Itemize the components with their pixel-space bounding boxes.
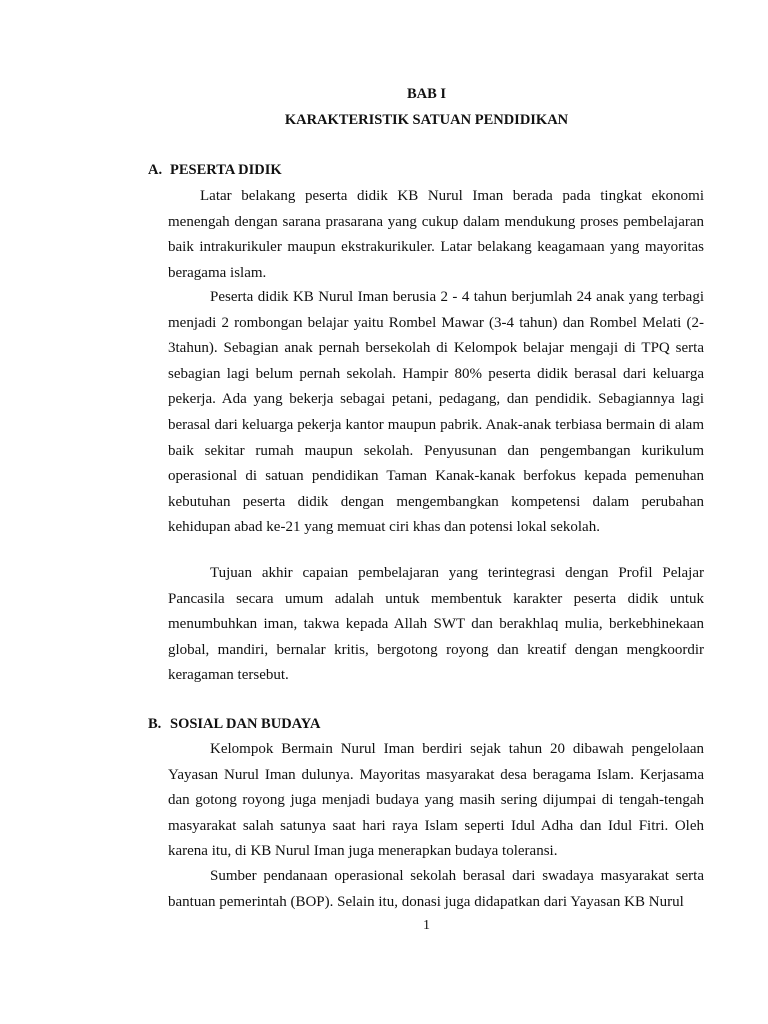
section-title: PESERTA DIDIK: [170, 162, 282, 178]
chapter-number: BAB I: [406, 86, 447, 102]
section-heading-peserta-didik: [148, 162, 282, 179]
section-letter: A.: [148, 162, 163, 178]
paragraph: Latar belakang peserta didik KB Nurul Iman berada pada tingkat ekonomi menengah dengan sarana prasarana yang cukup dalam mendukung proses pembelajaran baik intrakurikuler maupun ekstrakurikuler. Latar belakang keagamaan yang mayoritas beragama islam.: [168, 188, 704, 281]
page-number: 1: [423, 918, 430, 933]
chapter-title: KARAKTERISTIK SATUAN PENDIDIKAN: [284, 112, 569, 128]
paragraph: Peserta didik KB Nurul Iman berusia 2 - 4 tahun berjumlah 24 anak yang terbagi menjadi 2 rombongan belajar yaitu Rombel Mawar (3-4 tahun) dan Rombel Melati (2-3tahun). Sebagian anak pernah bersekolah di Kelompok belajar mengaji di TPQ serta sebagian lagi belum pernah sekolah. Hampir 80% peserta didik berasal dari keluarga pekerja. Ada yang bekerja sebagai petani, pedagang, dan pendidik. Sebagiannya lagi berasal dari keluarga pekerja kantor maupun pabrik. Anak-anak terbiasa bermain di alam baik sekitar rumah maupun sekolah. Penyusunan dan pengembangan kurikulum operasional di satuan pendidikan Taman Kanak-kanak berfokus kepada pemenuhan kebutuhan peserta didik dengan mengembangkan kompetensi dalam perubahan kehidupan abad ke-21 yang memuat ciri khas dan potensi lokal sekolah.: [168, 289, 704, 536]
paragraph: Kelompok Bermain Nurul Iman berdiri sejak tahun 20 dibawah pengelolaan Yayasan Nurul Iman dulunya. Mayoritas masyarakat desa beragama Islam. Kerjasama dan gotong royong juga menjadi budaya yang masih sering dijumpai di tengah-tengah masyarakat salah satunya saat hari raya Islam seperti Idul Adha dan Idul Fitri. Oleh karena itu, di KB Nurul Iman juga menerapkan budaya toleransi.: [168, 741, 704, 860]
paragraph: Sumber pendanaan operasional sekolah berasal dari swadaya masyarakat serta bantuan pemerintah (BOP). Selain itu, donasi juga didapatkan dari Yayasan KB Nurul: [168, 868, 704, 910]
section-letter: B.: [148, 716, 162, 732]
section-heading-sosial-budaya: [148, 716, 320, 733]
section-title: SOSIAL DAN BUDAYA: [170, 716, 321, 732]
paragraph: Tujuan akhir capaian pembelajaran yang terintegrasi dengan Profil Pelajar Pancasila secara umum adalah untuk membentuk karakter peserta didik untuk menumbuhkan iman, takwa kepada Allah SWT dan berakhlaq mulia, berkebhinekaan global, mandiri, bernalar kritis, bergotong royong dan kreatif dengan mengkoordir keragaman tersebut.: [168, 565, 704, 684]
